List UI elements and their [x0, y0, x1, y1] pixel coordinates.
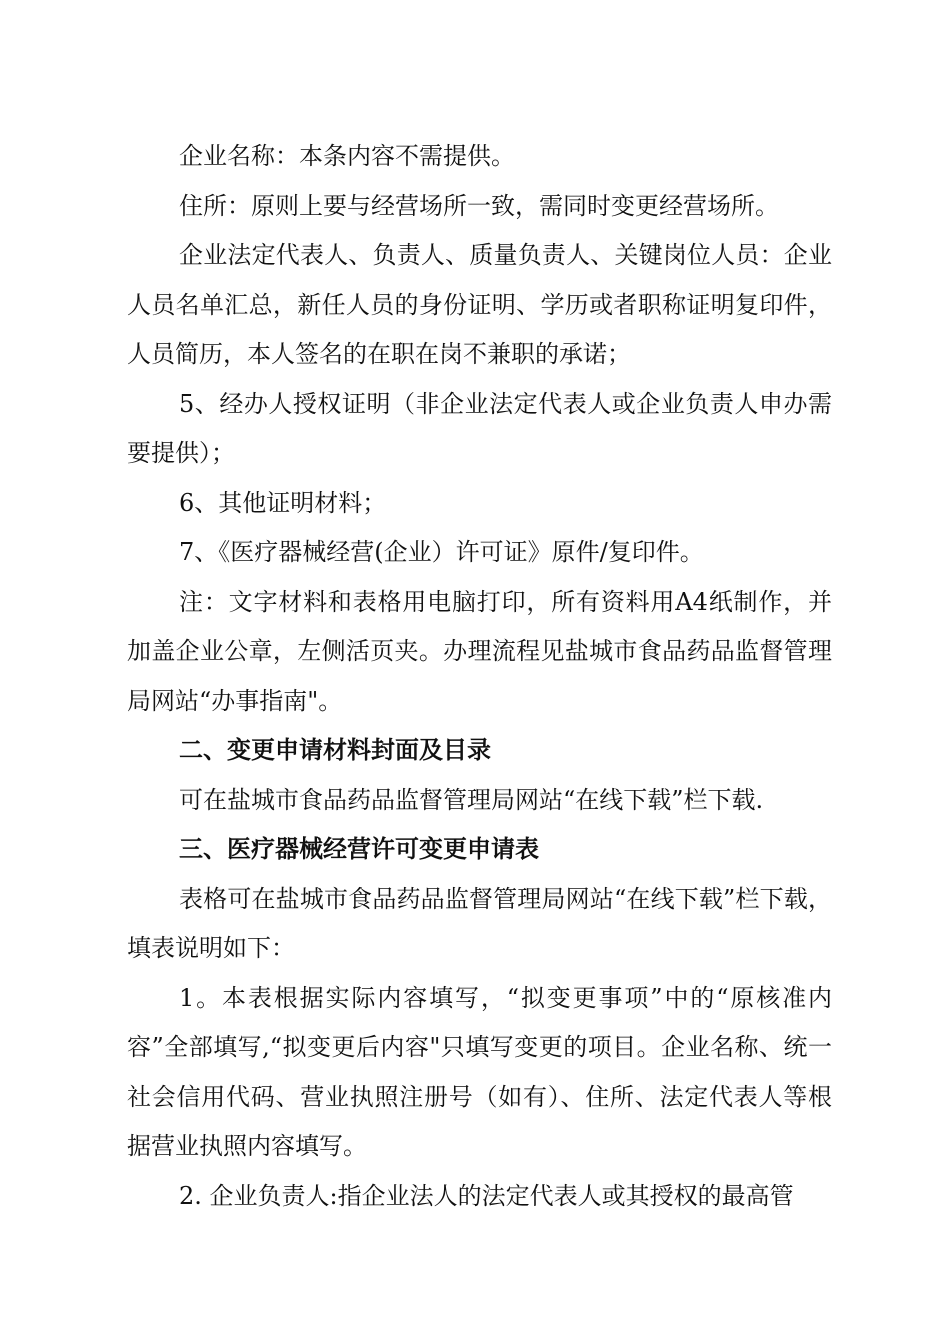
paragraph-item-7: 7、《医疗器械经营(企业）许可证》原件/复印件。 — [179, 538, 704, 566]
paragraph-note: 注：文字材料和表格用电脑打印，所有资料用A4纸制作，并加盖企业公章，左侧活页夹。办理流程见盐城市食品药品监督管理局网站“办事指南"。 — [127, 587, 832, 715]
paragraph-company-name: 企业名称：本条内容不需提供。 — [179, 142, 515, 170]
section-heading-2: 二、变更申请材料封面及目录 — [179, 736, 491, 764]
paragraph-instruction-1: 1。本表根据实际内容填写，“拟变更事项”中的“原核准内容”全部填写,“拟变更后内容"只填写变更的项目。企业名称、统一社会信用代码、营业执照注册号（如有）、住所、法定代表人等根据营业执照内容填写。 — [127, 983, 832, 1160]
paragraph-item-6: 6、其他证明材料； — [179, 488, 387, 517]
paragraph-section-2-body: 可在盐城市食品药品监督管理局网站“在线下载”栏下载. — [179, 785, 764, 814]
paragraph-section-3-intro: 表格可在盐城市食品药品监督管理局网站“在线下载”栏下载，填表说明如下： — [127, 884, 832, 962]
document-body — [127, 132, 832, 1221]
section-heading-3: 三、医疗器械经营许可变更申请表 — [179, 835, 539, 863]
paragraph-address: 住所：原则上要与经营场所一致，需同时变更经营场所。 — [179, 191, 779, 220]
paragraph-instruction-2: 2. 企业负责人:指企业法人的法定代表人或其授权的最高管 — [179, 1181, 794, 1210]
paragraph-personnel: 企业法定代表人、负责人、质量负责人、关键岗位人员：企业人员名单汇总，新任人员的身份证明、学历或者职称证明复印件，人员简历，本人签名的在职在岗不兼职的承诺； — [127, 241, 832, 368]
paragraph-item-5: 5、经办人授权证明（非企业法定代表人或企业负责人申办需要提供）； — [127, 389, 832, 467]
